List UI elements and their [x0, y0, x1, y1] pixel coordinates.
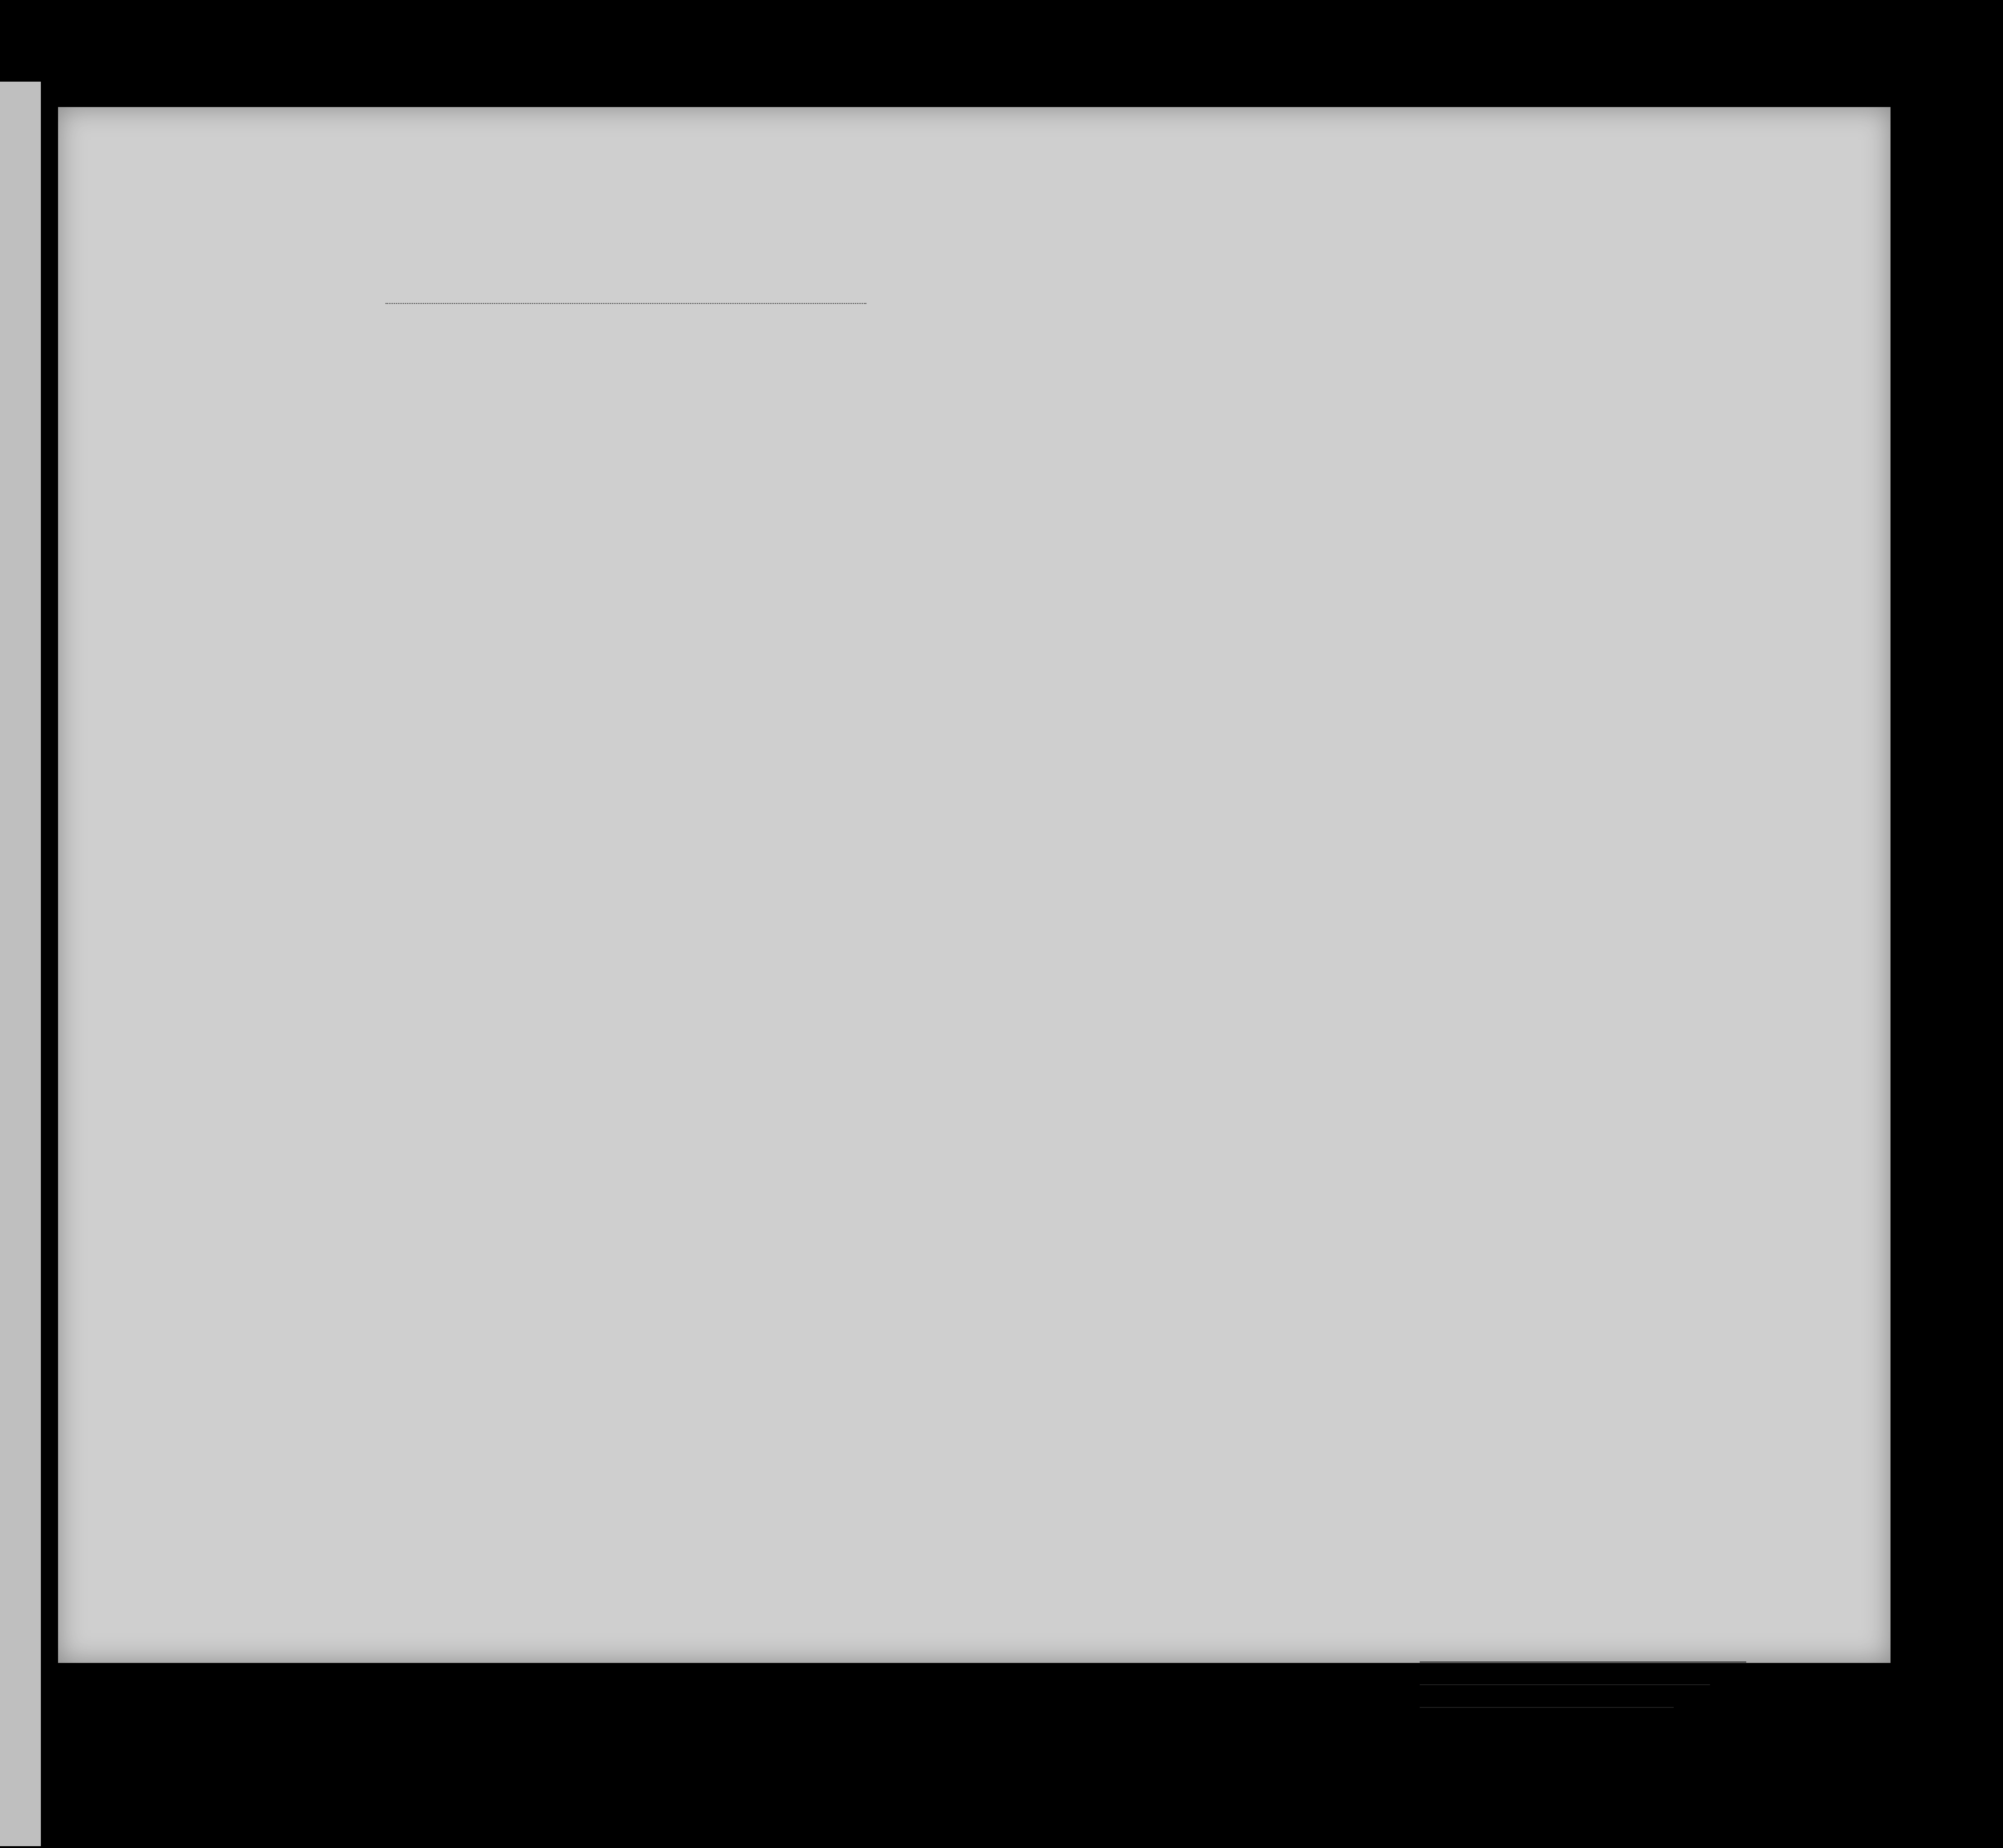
manifest-page [58, 107, 1891, 1663]
agents-field [1415, 1696, 1674, 1711]
adjacent-page-edge [0, 82, 41, 1846]
owners-field [1415, 1674, 1710, 1688]
line-field [1415, 1651, 1746, 1666]
port-dotted-line [386, 303, 866, 304]
